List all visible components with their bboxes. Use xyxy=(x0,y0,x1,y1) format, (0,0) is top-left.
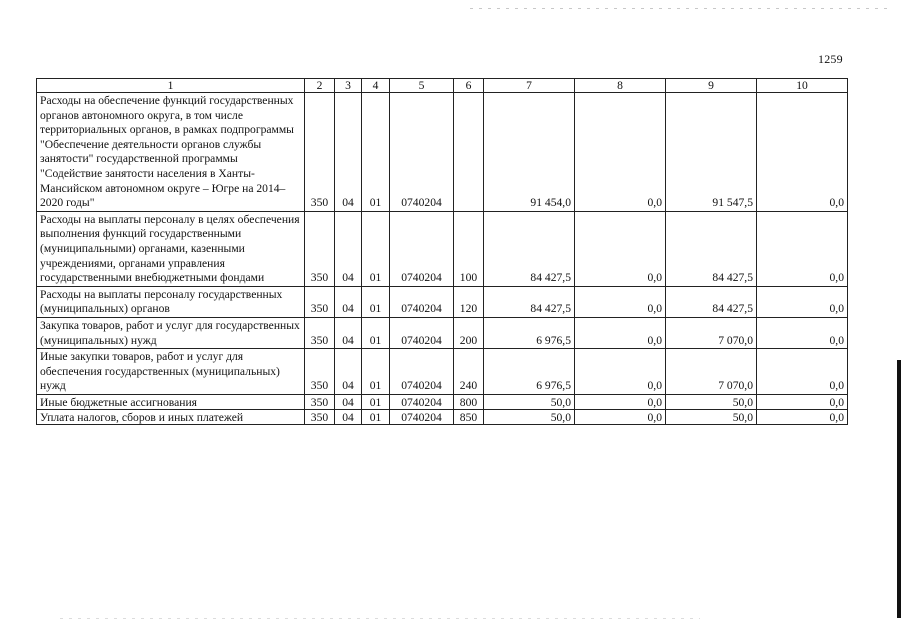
expense-name-cell: Закупка товаров, работ и услуг для государственных (муниципальных) нужд xyxy=(37,317,305,348)
code-cell: 0740204 xyxy=(390,317,454,348)
code-cell: 0740204 xyxy=(390,93,454,212)
code-cell: 04 xyxy=(335,409,362,424)
amount-cell: 91 547,5 xyxy=(666,93,757,212)
table-row xyxy=(37,409,848,424)
column-header-2: 2 xyxy=(305,79,335,93)
amount-cell: 0,0 xyxy=(757,394,848,409)
scan-artifact-bottom xyxy=(60,618,700,619)
expense-name-cell: Иные бюджетные ассигнования xyxy=(37,394,305,409)
amount-cell: 0,0 xyxy=(575,286,666,317)
table-row xyxy=(37,349,848,395)
table-row xyxy=(37,286,848,317)
amount-cell: 50,0 xyxy=(666,394,757,409)
amount-cell: 84 427,5 xyxy=(484,286,575,317)
code-cell xyxy=(454,93,484,212)
code-cell: 350 xyxy=(305,317,335,348)
scan-artifact-top xyxy=(470,8,890,9)
expense-name-cell: Расходы на выплаты персоналу государственных (муниципальных) органов xyxy=(37,286,305,317)
code-cell: 850 xyxy=(454,409,484,424)
amount-cell: 0,0 xyxy=(575,349,666,395)
code-cell: 0740204 xyxy=(390,409,454,424)
amount-cell: 0,0 xyxy=(575,394,666,409)
amount-cell: 6 976,5 xyxy=(484,349,575,395)
code-cell: 120 xyxy=(454,286,484,317)
amount-cell: 7 070,0 xyxy=(666,349,757,395)
amount-cell: 0,0 xyxy=(575,93,666,212)
amount-cell: 84 427,5 xyxy=(484,211,575,286)
table-row xyxy=(37,211,848,286)
expense-name-cell: Расходы на обеспечение функций государственных органов автономного округа, в том числе территориальных органов, в рамках подпрограммы "Обеспечение деятельности органов службы занятости" государственной программы "Содействие занятости населения в Ханты-Мансийском автономном округе – Югре на 2014–2020 годы" xyxy=(37,93,305,212)
code-cell: 01 xyxy=(362,409,390,424)
code-cell: 04 xyxy=(335,317,362,348)
amount-cell: 50,0 xyxy=(666,409,757,424)
code-cell: 0740204 xyxy=(390,286,454,317)
amount-cell: 7 070,0 xyxy=(666,317,757,348)
code-cell: 350 xyxy=(305,93,335,212)
code-cell: 01 xyxy=(362,394,390,409)
column-header-10: 10 xyxy=(757,79,848,93)
amount-cell: 84 427,5 xyxy=(666,286,757,317)
amount-cell: 0,0 xyxy=(575,317,666,348)
column-header-7: 7 xyxy=(484,79,575,93)
code-cell: 01 xyxy=(362,349,390,395)
amount-cell: 0,0 xyxy=(757,409,848,424)
expense-name-cell: Уплата налогов, сборов и иных платежей xyxy=(37,409,305,424)
expense-name-cell: Иные закупки товаров, работ и услуг для обеспечения государственных (муниципальных) нужд xyxy=(37,349,305,395)
column-header-3: 3 xyxy=(335,79,362,93)
amount-cell: 0,0 xyxy=(575,211,666,286)
code-cell: 200 xyxy=(454,317,484,348)
code-cell: 800 xyxy=(454,394,484,409)
amount-cell: 0,0 xyxy=(757,349,848,395)
column-header-8: 8 xyxy=(575,79,666,93)
amount-cell: 0,0 xyxy=(757,93,848,212)
code-cell: 01 xyxy=(362,211,390,286)
code-cell: 0740204 xyxy=(390,394,454,409)
table-row xyxy=(37,394,848,409)
amount-cell: 0,0 xyxy=(757,317,848,348)
amount-cell: 0,0 xyxy=(575,409,666,424)
code-cell: 350 xyxy=(305,349,335,395)
code-cell: 01 xyxy=(362,317,390,348)
code-cell: 240 xyxy=(454,349,484,395)
code-cell: 0740204 xyxy=(390,211,454,286)
column-header-6: 6 xyxy=(454,79,484,93)
column-header-4: 4 xyxy=(362,79,390,93)
code-cell: 04 xyxy=(335,93,362,212)
amount-cell: 50,0 xyxy=(484,409,575,424)
expense-name-cell: Расходы на выплаты персоналу в целях обеспечения выполнения функций государственными (муниципальными) органами, казенными учреждениями, органами управления государственными внебюджетными фондами xyxy=(37,211,305,286)
code-cell: 01 xyxy=(362,286,390,317)
code-cell: 350 xyxy=(305,394,335,409)
column-header-9: 9 xyxy=(666,79,757,93)
code-cell: 350 xyxy=(305,409,335,424)
budget-table xyxy=(36,78,848,425)
amount-cell: 6 976,5 xyxy=(484,317,575,348)
code-cell: 01 xyxy=(362,93,390,212)
amount-cell: 50,0 xyxy=(484,394,575,409)
amount-cell: 91 454,0 xyxy=(484,93,575,212)
code-cell: 350 xyxy=(305,286,335,317)
column-header-5: 5 xyxy=(390,79,454,93)
code-cell: 04 xyxy=(335,394,362,409)
code-cell: 350 xyxy=(305,211,335,286)
amount-cell: 0,0 xyxy=(757,286,848,317)
code-cell: 04 xyxy=(335,286,362,317)
column-number-row xyxy=(37,79,848,93)
table-row xyxy=(37,93,848,212)
amount-cell: 84 427,5 xyxy=(666,211,757,286)
amount-cell: 0,0 xyxy=(757,211,848,286)
code-cell: 0740204 xyxy=(390,349,454,395)
column-header-1: 1 xyxy=(37,79,305,93)
code-cell: 100 xyxy=(454,211,484,286)
code-cell: 04 xyxy=(335,211,362,286)
code-cell: 04 xyxy=(335,349,362,395)
page-edge-mark xyxy=(897,360,901,618)
table-row xyxy=(37,317,848,348)
page-number: 1259 xyxy=(818,52,843,66)
